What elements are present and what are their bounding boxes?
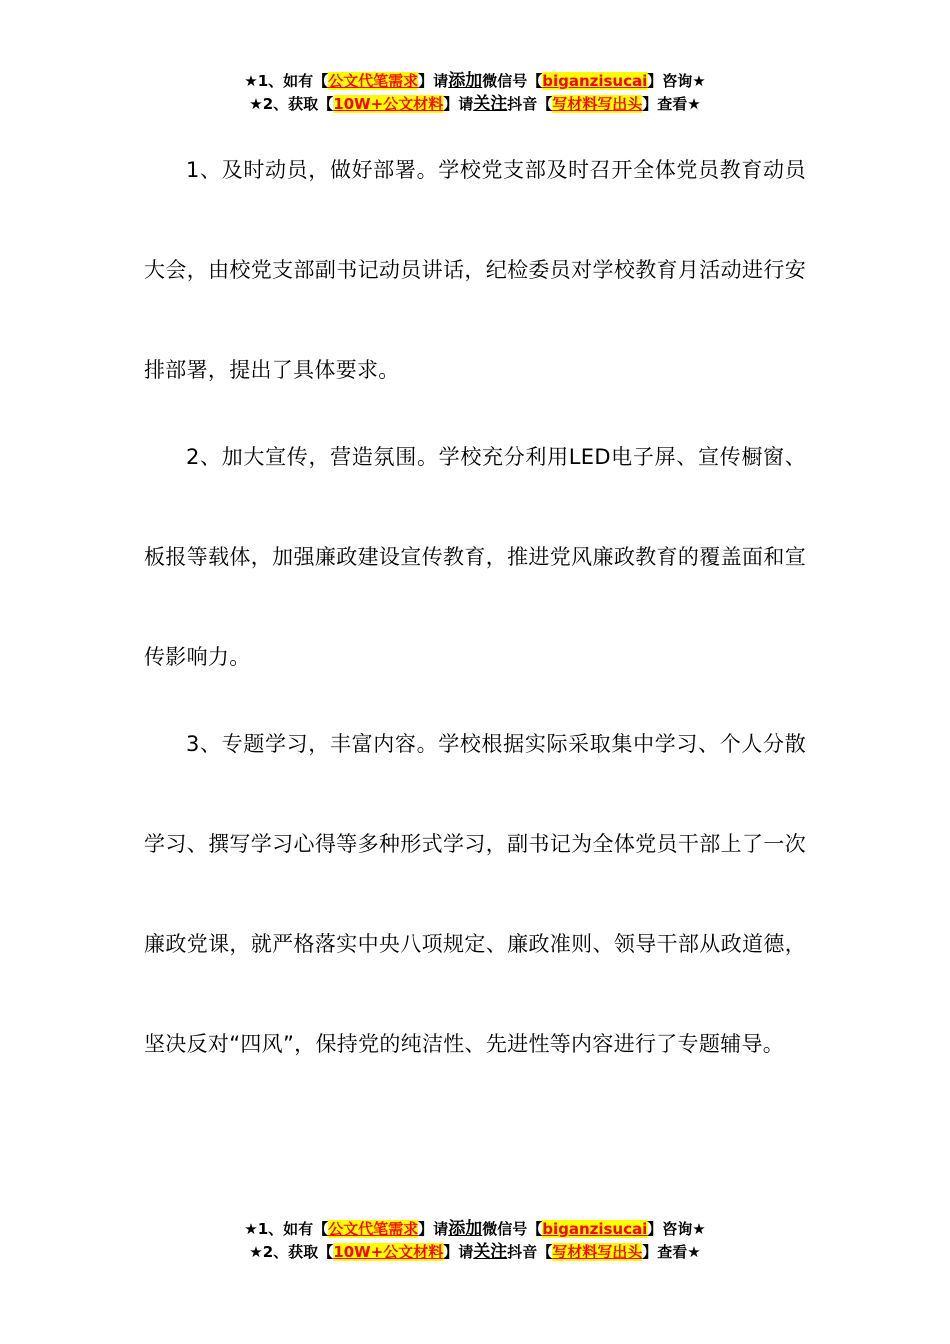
banner-line-2: ★2、获取【10W+公文材料】请关注抖音【写材料写出头】查看★ [249, 94, 701, 114]
wechat-id: biganzisucai [542, 1220, 648, 1238]
footer-banner [0, 1218, 950, 1264]
emphasis-add: 添加 [448, 71, 483, 91]
paragraph-3: 3、专题学习，丰富内容。学校根据实际采取集中学习、个人分散学习、撰写学习心得等多种形式学习，副书记为全体党员干部上了一次廉政党课，就严格落实中央八项规定、廉政准则、领导干部从政道德，坚决反对“四风”，保持党的纯洁性、先进性等内容进行了专题辅导。 [144, 732, 806, 1056]
paragraph-1: 1、及时动员，做好部署。学校党支部及时召开全体党员教育动员大会，由校党支部副书记动员讲话，纪检委员对学校教育月活动进行安排部署，提出了具体要求。 [144, 158, 806, 382]
highlight-service: 公文代笔需求 [328, 1220, 419, 1238]
highlight-materials: 10W+公文材料 [333, 1243, 444, 1261]
douyin-account: 写材料写出头 [552, 95, 643, 113]
paragraph-2: 2、加大宣传，营造氛围。学校充分利用LED电子屏、宣传橱窗、板报等载体，加强廉政建设宣传教育，推进党风廉政教育的覆盖面和宣传影响力。 [144, 445, 806, 669]
header-banner [0, 70, 950, 116]
emphasis-follow: 关注 [473, 1242, 508, 1262]
highlight-service: 公文代笔需求 [328, 72, 419, 90]
document-body [144, 120, 806, 1081]
douyin-account: 写材料写出头 [552, 1243, 643, 1261]
emphasis-follow: 关注 [473, 94, 508, 114]
footer-line-2: ★2、获取【10W+公文材料】请关注抖音【写材料写出头】查看★ [249, 1242, 701, 1262]
footer-line-1: ★1、如有【公文代笔需求】请添加微信号【biganzisucai】咨询★ [244, 1219, 706, 1239]
wechat-id: biganzisucai [542, 72, 648, 90]
emphasis-add: 添加 [448, 1219, 483, 1239]
banner-line-1: ★1、如有【公文代笔需求】请添加微信号【biganzisucai】咨询★ [244, 71, 706, 91]
highlight-materials: 10W+公文材料 [333, 95, 444, 113]
